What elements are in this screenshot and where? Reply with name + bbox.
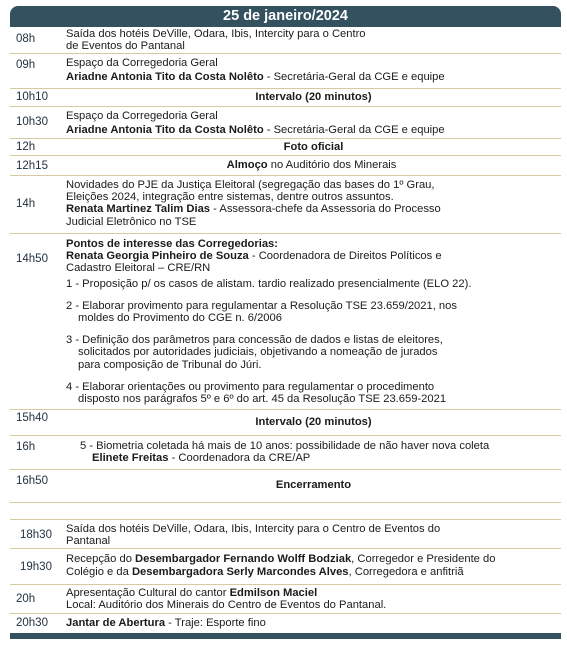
row-time: 14h50 xyxy=(16,253,48,265)
reception-line: Colégio e da Desembargadora Serly Marcondes Alves, Corregedora e anfitriã xyxy=(66,566,464,578)
speaker-name: Renata Martinez Talim Dias xyxy=(66,203,211,216)
speaker-line xyxy=(66,250,557,262)
speaker-role: - Coordenadora da CRE/AP xyxy=(168,452,311,465)
speaker-name: Ariadne Antonia Tito da Costa Nolêto xyxy=(66,71,264,83)
row-text: Novidades do PJE da Justiça Eleitoral (segregação das bases do 1º Grau, xyxy=(66,179,435,191)
topic-item-5: 5 - Biometria coletada há mais de 10 anos: possibilidade de não haver nova coleta xyxy=(80,440,490,452)
dinner-label: Jantar de Abertura xyxy=(66,617,166,629)
schedule-row-15h40 xyxy=(10,410,561,436)
row-content xyxy=(66,28,557,52)
schedule-row-14h xyxy=(10,176,561,234)
row-content xyxy=(66,617,557,629)
spacer-row xyxy=(10,503,561,520)
row-time: 20h30 xyxy=(16,617,48,629)
break-label: Intervalo (20 minutos) xyxy=(255,416,372,428)
row-time: 12h15 xyxy=(16,160,48,172)
row-time: 12h xyxy=(16,141,36,153)
speaker-role: - Secretária-Geral da CGE e equipe xyxy=(263,124,445,136)
row-time: 09h xyxy=(16,59,36,71)
topic-item-4: 4 - Elaborar orientações ou provimento para regulamentar o procedimento disposto nos parágrafos 5º e 6º do art. 45 da Resolução TSE 23.659-2021 xyxy=(66,380,447,406)
speaker-name: Elinete Freitas xyxy=(92,452,169,465)
lunch-location: no Auditório dos Minerais xyxy=(267,159,397,171)
closing-label: Encerramento xyxy=(275,479,352,491)
topic-item-2: 2 - Elaborar provimento para regulamentar a Resolução TSE 23.659/2021, nos moldes do Provimento do CGE n. 6/2006 xyxy=(66,299,457,325)
speaker-line xyxy=(66,70,557,84)
row-time: 15h40 xyxy=(16,412,48,424)
schedule-row-10h10 xyxy=(10,89,561,107)
row-time: 08h xyxy=(16,33,36,45)
row-text: Local: Auditório dos Minerais do Centro de Eventos do Pantanal. xyxy=(66,599,387,612)
schedule-row-09h xyxy=(10,54,561,89)
schedule-row-12h15 xyxy=(10,156,561,176)
host-name: Desembargador Fernando Wolff Bodziak xyxy=(135,553,352,565)
schedule-row-12h xyxy=(10,139,561,156)
performance-line: Apresentação Cultural do cantor Edmilson Maciel xyxy=(66,587,318,599)
speaker-role: - Assessora-chefe da Assessoria do Processo xyxy=(210,203,441,216)
row-text: Judicial Eletrônico no TSE xyxy=(66,215,197,228)
row-time: 19h30 xyxy=(20,561,52,573)
dress-code: - Traje: Esporte fino xyxy=(165,617,266,629)
row-content xyxy=(66,109,557,137)
schedule-row-10h30 xyxy=(10,107,561,139)
photo-label: Foto oficial xyxy=(283,141,344,153)
row-content xyxy=(66,523,557,547)
break-label: Intervalo (20 minutos) xyxy=(255,91,372,103)
topic-item-3: 3 - Definição dos parâmetros para concessão de dados e listas de eleitores, solicitados por autoridades judiciais, objetivando a nomeação de jurados para composição de Tribunal do Júri. xyxy=(66,334,443,371)
row-time: 16h50 xyxy=(16,475,48,487)
speaker-name: Renata Georgia Pinheiro de Souza xyxy=(66,250,249,263)
performer-name: Edmilson Maciel xyxy=(229,587,318,599)
schedule-row-20h30 xyxy=(10,614,561,633)
reception-line: Recepção do Desembargador Fernando Wolff Bodziak, Corregedor e Presidente do xyxy=(66,553,496,565)
schedule-row-16h xyxy=(10,436,561,470)
speaker-role: Cadastro Eleitoral – CRE/RN xyxy=(66,262,211,275)
schedule-row-16h50 xyxy=(10,470,561,503)
host-name: Desembargadora Serly Marcondes Alves xyxy=(131,566,349,578)
speaker-name: Ariadne Antonia Tito da Costa Nolêto xyxy=(66,124,264,136)
speaker-role: - Coordenadora de Direitos Políticos e xyxy=(248,250,442,263)
speaker-line xyxy=(66,203,557,215)
row-time: 10h10 xyxy=(16,91,48,103)
row-time: 14h xyxy=(16,198,36,210)
row-content xyxy=(66,587,557,611)
topics-heading: Pontos de interesse das Corregedorias: xyxy=(66,238,279,250)
speaker-role: - Secretária-Geral da CGE e equipe xyxy=(263,71,445,83)
bottom-bar xyxy=(10,633,561,639)
schedule-row-08h xyxy=(10,27,561,54)
row-time: 16h xyxy=(16,441,36,453)
speaker-line xyxy=(66,123,557,137)
lunch-label: Almoço xyxy=(226,159,268,171)
row-text: Saída dos hotéis DeVille, Odara, Ibis, Intercity para o Centro xyxy=(66,28,366,40)
row-text: Espaço da Corregedoria Geral xyxy=(66,110,218,122)
row-time: 10h30 xyxy=(16,116,48,128)
schedule-row-20h xyxy=(10,585,561,614)
row-content xyxy=(80,440,557,464)
row-text: Saída dos hotéis DeVille, Odara, Ibis, Intercity para o Centro de Eventos do xyxy=(66,523,441,535)
schedule-row-19h30 xyxy=(10,549,561,585)
schedule-row-18h30 xyxy=(10,520,561,549)
row-time: 18h30 xyxy=(20,529,52,541)
row-text: de Eventos do Pantanal xyxy=(66,40,185,53)
row-text: Eleições 2024, integração entre sistemas, dentre outros assuntos. xyxy=(66,191,394,204)
schedule-row-14h50 xyxy=(10,234,561,410)
row-text: Espaço da Corregedoria Geral xyxy=(66,57,218,69)
speaker-line xyxy=(80,452,557,464)
date-header: 25 de janeiro/2024 xyxy=(10,6,561,27)
row-content xyxy=(66,179,557,228)
row-content xyxy=(66,56,557,84)
topic-item-1: 1 - Proposição p/ os casos de alistam. tardio realizado presencialmente (ELO 22). xyxy=(66,277,472,290)
row-time: 20h xyxy=(16,593,36,605)
row-content xyxy=(66,238,557,405)
row-content xyxy=(66,553,557,579)
row-text: Pantanal xyxy=(66,535,111,548)
row-content xyxy=(66,159,557,171)
